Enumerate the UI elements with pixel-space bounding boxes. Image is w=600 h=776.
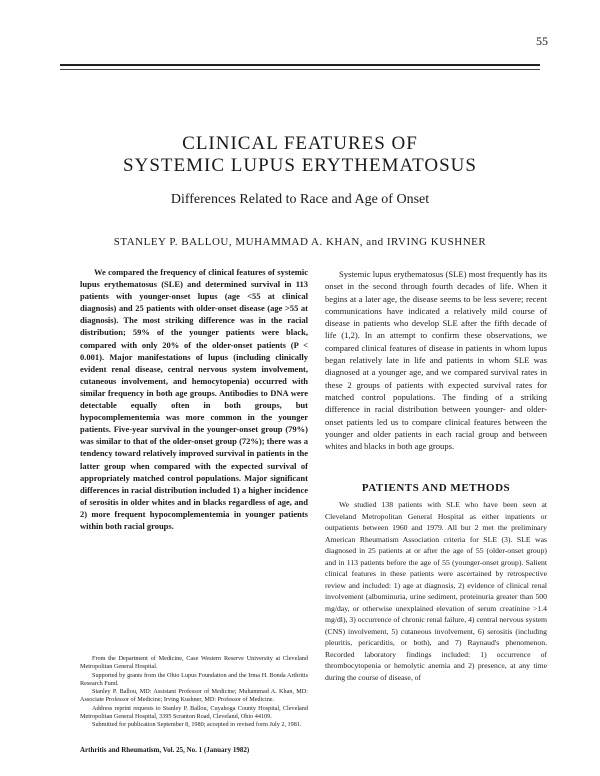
article-title bbox=[0, 133, 600, 177]
footnote: Supported by grants from the Ohio Lupus Foundation and the Irma H. Bonda Arthritis Research Fund. bbox=[80, 671, 308, 687]
header-rule-thin bbox=[60, 69, 540, 70]
methods-section bbox=[325, 499, 547, 683]
title-line-1: CLINICAL FEATURES OF bbox=[182, 133, 418, 154]
article-subtitle: Differences Related to Race and Age of Onset bbox=[170, 192, 430, 207]
footnote: Submitted for publication September 8, 1980; accepted in revised form July 2, 1981. bbox=[92, 721, 302, 729]
page-number: 55 bbox=[536, 34, 548, 48]
methods-paragraph: We studied 138 patients with SLE who have been seen at Cleveland Metropolitan General Hospital as either inpatients or outpatients between 1960 and 1979. All but 2 met the preliminary American Rheumatism Association criteria for SLE (3). SLE was diagnosed in 25 patients at or after the age of 55 (older-onset group) and in 113 patients before the age of 55 (younger-onset group). Salient clinical features in these patients were ascertained by retrospective review and included: 1) age at diagnosis, 2) evidence of clinical renal involvement (albuminuria, urine sediment, proteinuria greater than 500 mg/day, or otherwise unexplained elevation of serum creatinine >1.4 mg/dl), 3) occurrence of chronic renal failure, 4) central nervous system (CNS) involvement, 5) cutaneous involvement, 6) serositis (including pleuritis, pericarditis, or both), and 7) Raynaud's phenomenon. Recorded laboratory findings included: 1) occurrence of thrombocytopenia or hemolytic anemia and 2) presence, at any time during the course of disease, of bbox=[325, 500, 547, 682]
abstract-text: We compared the frequency of clinical features of systemic lupus erythematosus (SLE) and determined survival in 113 patients with younger-onset lupus (age <55 at clinical diagnosis) and 25 patients with older-onset disease (age >55 at diagnosis). The most striking difference was in the racial distribution; 59% of the younger patients were black, compared with only 20% of the older-onset patients (P < 0.001). Major manifestations of lupus (including clinically evident renal disease, central nervous system involvement, cutaneous involvement, and hemocytopenia) occurred with similar frequency in both age groups. Antibodies to DNA were detectable equally often in both groups, but hypocomplementemia was more common in the younger patients. Five-year survival in the younger-onset group (79%) was similar to that of the older-onset group (72%); there was a tendency toward relatively improved survival in patients in the latter group when compared with the expected survival of appropriately matched control populations. Major significant differences in racial distribution included 1) a higher incidence of serositis in older whites and in blacks regardless of age, and 2) more frequent hypocomplementemia in younger patients within both racial groups. bbox=[80, 267, 308, 531]
abstract bbox=[80, 266, 308, 532]
journal-citation: Arthritis and Rheumatism, Vol. 25, No. 1 (January 1982) bbox=[80, 746, 250, 754]
introduction bbox=[325, 268, 547, 452]
footnotes bbox=[80, 655, 308, 730]
footnote: Address reprint requests to Stanley P. Ballou, Cuyahoga County Hospital, Cleveland Metropolitan General Hospital, 3395 Scranton Road, Cleveland, Ohio 44109. bbox=[80, 704, 308, 721]
intro-paragraph: Systemic lupus erythematosus (SLE) most frequently has its onset in the second through fourth decades of life. When it begins at a later age, the disease seems to be less severe; recent communications have indicated a relatively mild course of disease in patients who develop SLE after the fifth decade of life (1,2). In an attempt to confirm these observations, we compared clinical features of disease in patients in whom lupus began relatively late in life and patients in whom SLE was diagnosed at a younger age, and we compared survival rates in these 2 groups of patients with expected survival rates for matched control populations. The finding of a striking difference in racial distribution between younger- and older-onset patients led us to compare clinical features between the younger and older patients in each racial group and between whites and blacks in both age groups. bbox=[325, 269, 547, 452]
header-rule bbox=[60, 64, 540, 66]
section-heading: PATIENTS AND METHODS bbox=[361, 482, 511, 494]
title-line-2: SYSTEMIC LUPUS ERYTHEMATOSUS bbox=[123, 155, 477, 176]
footnote: Stanley P. Ballou, MD: Assistant Professor of Medicine; Muhammad A. Khan, MD: Associate Professor of Medicine; Irving Kushner, MD: Professor of Medicine. bbox=[80, 688, 308, 704]
author-list: STANLEY P. BALLOU, MUHAMMAD A. KHAN, and IRVING KUSHNER bbox=[113, 236, 487, 248]
footnote: From the Department of Medicine, Case Western Reserve University at Cleveland Metropolitan General Hospital. bbox=[80, 655, 308, 671]
